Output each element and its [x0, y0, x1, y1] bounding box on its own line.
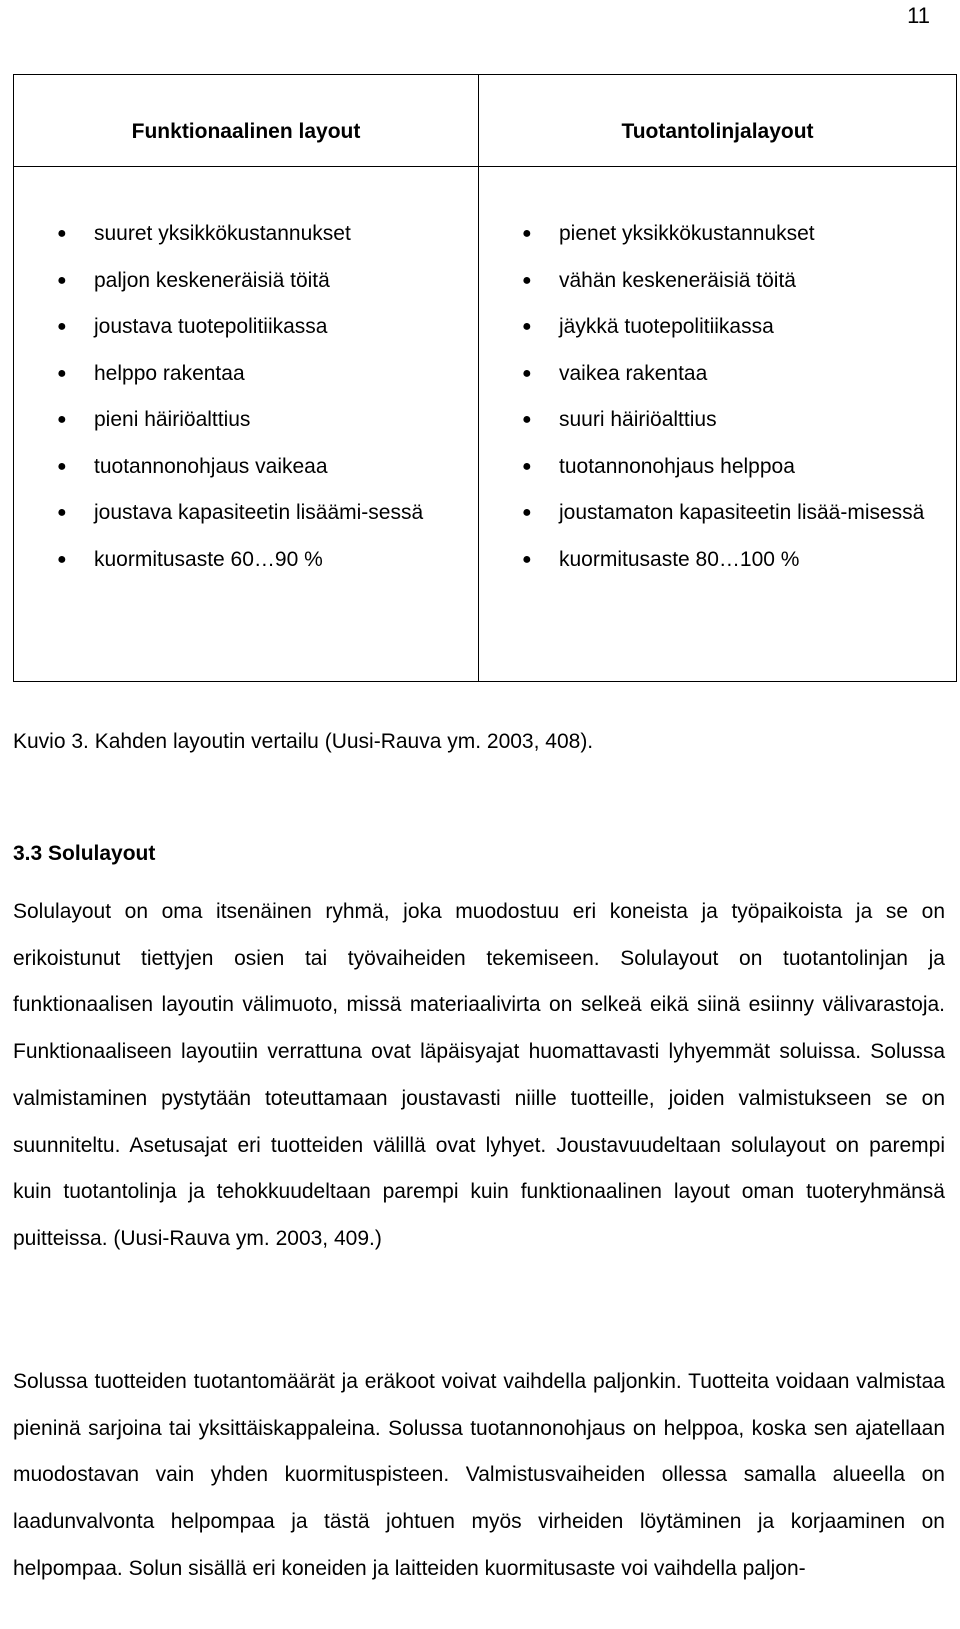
- list-item: ● suuret yksikkökustannukset: [14, 211, 478, 258]
- list-item: ● joustava tuotepolitiikassa: [14, 304, 478, 351]
- bullet-icon: ●: [57, 225, 67, 242]
- table-cell-functional: [14, 167, 479, 682]
- page-number: 11: [907, 3, 930, 28]
- figure-caption: Kuvio 3. Kahden layoutin vertailu (Uusi-Rauva ym. 2003, 408).: [13, 730, 594, 753]
- bullet-icon: ●: [522, 457, 532, 475]
- bullet-icon: ●: [57, 457, 67, 475]
- list-item: ● vähän keskeneräisiä töitä: [479, 258, 956, 305]
- table-header-functional: Funktionaalinen layout: [14, 75, 479, 167]
- bullet-icon: ●: [522, 225, 532, 242]
- bullet-icon: ●: [57, 550, 67, 568]
- list-item: ● helppo rakentaa: [14, 351, 478, 398]
- bullet-icon: ●: [522, 318, 532, 335]
- list-item: ● joustava kapasiteetin lisäämi-sessä: [14, 490, 478, 537]
- body-paragraph: Solulayout on oma itsenäinen ryhmä, joka muodostuu eri koneista ja työpaikoista ja se on erikoistunut tiettyjen osien tai työvaiheiden tekemiseen. Solulayout on tuotantolinjan ja funktionaalisen layoutin välimuoto, missä materiaalivirta on selkeä eikä siinä esiinny välivarastoja. Funktionaaliseen layoutiin verrattuna ovat läpäisyajat huomattavasti lyhyemmät soluissa. Solussa valmistaminen pystytään toteuttamaan joustavasti niille tuotteille, joiden valmistukseen se on suunniteltu. Asetusajat eri tuotteiden välillä ovat lyhyet. Joustavuudeltaan solulayout on parempi kuin tuotantolinja ja tehokkuudeltaan parempi kuin funktionaalinen layout oman tuoteryhmänsä puitteissa. (Uusi-Rauva ym. 2003, 409.): [13, 900, 945, 1250]
- bullet-icon: ●: [522, 364, 532, 382]
- list-item: ● tuotannonohjaus vaikeaa: [14, 444, 478, 491]
- table-cell-production-line: [479, 167, 957, 682]
- list-item: ● pieni häiriöalttius: [14, 397, 478, 444]
- list-item: ● paljon keskeneräisiä töitä: [14, 258, 478, 305]
- list-item: ● jäykkä tuotepolitiikassa: [479, 304, 956, 351]
- production-line-list: [479, 211, 956, 583]
- bullet-icon: ●: [522, 550, 532, 568]
- list-item: ● kuormitusaste 80…100 %: [479, 537, 956, 584]
- bullet-icon: ●: [522, 271, 532, 289]
- bullet-icon: ●: [57, 504, 67, 521]
- bullet-icon: ●: [57, 411, 67, 428]
- bullet-icon: ●: [57, 318, 67, 335]
- list-item: ● tuotannonohjaus helppoa: [479, 444, 956, 491]
- list-item: ● joustamaton kapasiteetin lisää-misessä: [479, 490, 956, 537]
- list-item: ● kuormitusaste 60…90 %: [14, 537, 478, 584]
- functional-list: [14, 211, 478, 583]
- table-header-production-line: Tuotantolinjalayout: [479, 75, 957, 167]
- list-item: ● vaikea rakentaa: [479, 351, 956, 398]
- list-item: ● suuri häiriöalttius: [479, 397, 956, 444]
- list-item: ● pienet yksikkökustannukset: [479, 211, 956, 258]
- body-paragraph: Solussa tuotteiden tuotantomäärät ja eräkoot voivat vaihdella paljonkin. Tuotteita voidaan valmistaa pieninä sarjoina tai yksittäiskappaleina. Solussa tuotannonohjaus on helppoa, koska sen ajatellaan muodostavan vain yhden kuormituspisteen. Valmistusvaiheiden ollessa samalla alueella on laadunvalvonta helpompaa ja tästä johtuen myös virheiden löytäminen ja korjaaminen on helpompaa. Solun sisällä eri koneiden ja laitteiden kuormitusaste voi vaihdella paljon-: [13, 1370, 945, 1580]
- bullet-icon: ●: [57, 364, 67, 382]
- section-heading: 3.3 Solulayout: [13, 842, 156, 865]
- bullet-icon: ●: [522, 504, 532, 521]
- bullet-icon: ●: [522, 411, 532, 428]
- layout-comparison-table: [13, 74, 957, 682]
- bullet-icon: ●: [57, 271, 67, 289]
